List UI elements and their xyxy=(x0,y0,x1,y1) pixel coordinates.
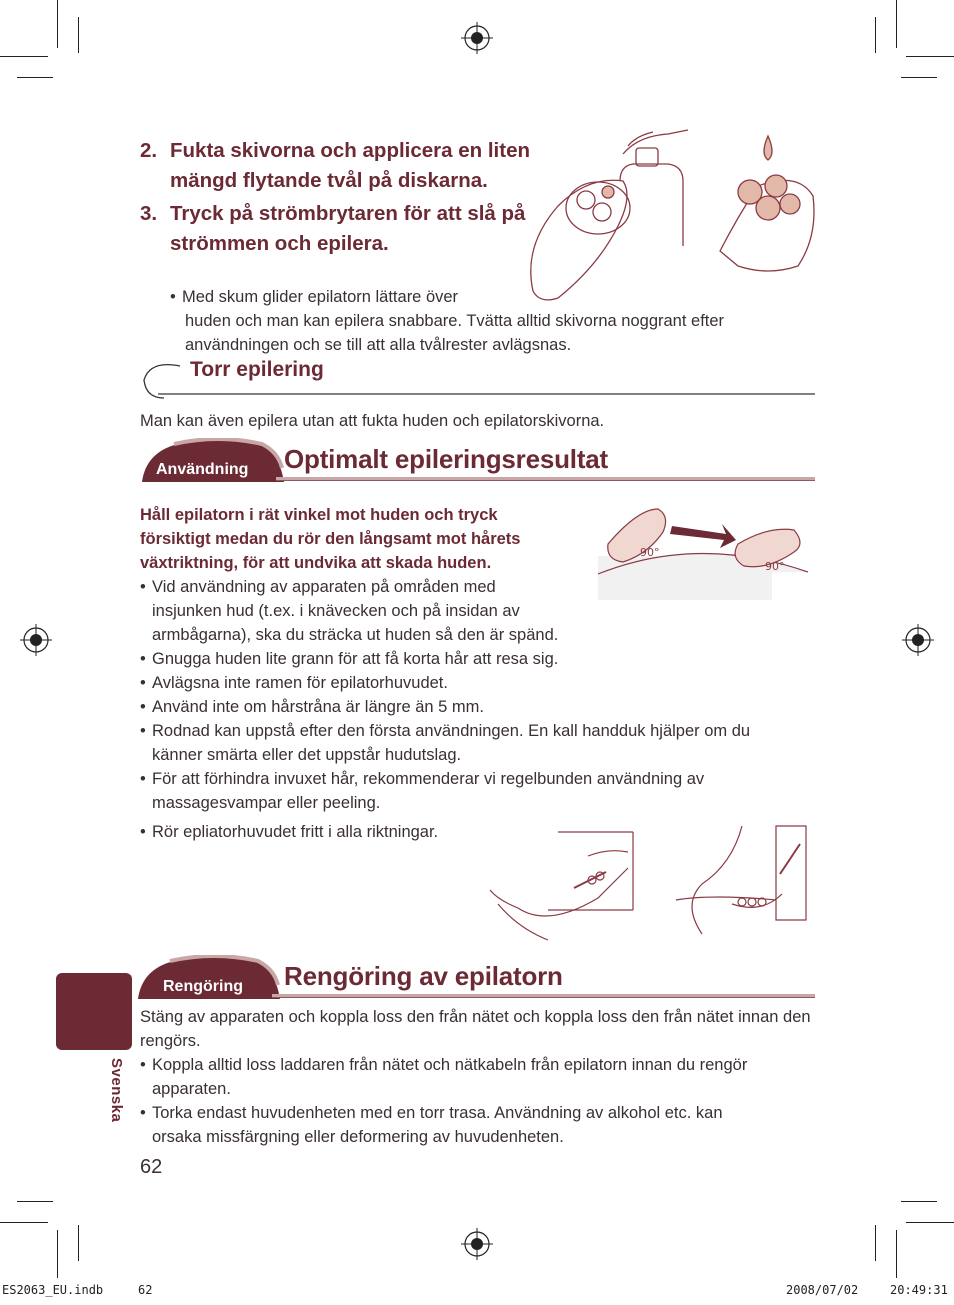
registration-target-icon xyxy=(902,624,934,656)
bullet-text: Avlägsna inte ramen för epilatorhuvudet. xyxy=(152,674,448,692)
angle-label: 90° xyxy=(640,546,660,559)
bullet-icon: • xyxy=(140,1056,146,1074)
bullet-text: För att förhindra invuxet hår, rekommenderar vi regelbunden användning av xyxy=(152,770,705,788)
crop-mark xyxy=(0,56,48,57)
bullet-text: Rodnad kan uppstå efter den första användningen. En kall handduk hjälper om du xyxy=(152,722,751,740)
arm-illustration xyxy=(672,824,810,944)
footer-page: 62 xyxy=(138,1283,153,1297)
bullet-text: Koppla alltid loss laddaren från nätet och nätkabeln från epilatorn innan du rengör xyxy=(152,1056,748,1074)
bullet-icon: • xyxy=(140,674,146,692)
section-tab-label: Rengöring xyxy=(163,978,243,995)
intro-line: växtriktning, för att undvika att skada huden. xyxy=(140,554,492,572)
bullet-icon: • xyxy=(140,650,146,668)
bullet-text: insjunken hud (t.ex. i knävecken och på insidan av xyxy=(152,602,520,620)
step-item xyxy=(140,199,530,258)
bullet-icon: • xyxy=(140,578,146,596)
bullet-icon: • xyxy=(140,698,146,716)
registration-target-icon xyxy=(461,22,493,54)
crop-mark xyxy=(17,1201,53,1202)
bullet-text: armbågarna), ska du sträcka ut huden så den är spänd. xyxy=(152,626,559,644)
crop-mark xyxy=(57,1230,58,1278)
crop-mark xyxy=(0,1222,48,1223)
section-rule xyxy=(276,477,815,481)
bullet-icon: • xyxy=(140,722,146,740)
section-title: Optimalt epileringsresultat xyxy=(284,444,609,474)
crop-mark xyxy=(57,0,58,48)
bullet-text: känner smärta eller det uppstår hudutslag. xyxy=(152,746,462,764)
bullet-text: apparaten. xyxy=(152,1080,231,1098)
dry-text: Man kan även epilera utan att fukta huden och epilatorskivorna. xyxy=(140,412,605,430)
step-item xyxy=(140,136,530,195)
list-item xyxy=(140,647,815,671)
footer-date: 2008/07/02 xyxy=(786,1283,859,1297)
crop-mark xyxy=(896,1230,897,1278)
bullet-icon: • xyxy=(140,823,146,841)
list-item xyxy=(140,719,815,767)
list-item xyxy=(140,695,815,719)
bullet-icon: • xyxy=(140,1104,146,1122)
bullet-text: Med skum glider epilatorn lättare över xyxy=(182,288,459,306)
crop-mark xyxy=(906,56,954,57)
step-number: 3. xyxy=(140,202,158,225)
list-item xyxy=(140,671,815,695)
intro-line: Håll epilatorn i rät vinkel mot huden och tryck xyxy=(140,506,498,524)
epilator-soap-illustration xyxy=(528,126,818,302)
bullet-text: Rör epliatorhuvudet fritt i alla riktningar. xyxy=(152,823,439,841)
dry-title: Torr epilering xyxy=(190,358,324,381)
section-title: Rengöring av epilatorn xyxy=(284,961,563,991)
language-side-tab xyxy=(56,973,132,1050)
footer-time: 20:49:31 xyxy=(890,1283,948,1297)
cleaning-intro: Stäng av apparaten och koppla loss den från nätet och koppla loss den från nätet innan den rengörs. xyxy=(140,1008,811,1050)
step-text: Tryck på strömbrytaren för att slå på strömmen och epilera. xyxy=(170,202,526,255)
registration-target-icon xyxy=(461,1228,493,1260)
crop-mark xyxy=(901,77,937,78)
crop-mark xyxy=(875,1225,876,1261)
bullet-text: Vid användning av apparaten på områden med xyxy=(152,578,496,596)
cleaning-content xyxy=(140,1005,815,1149)
footer-file: ES2063_EU.indb xyxy=(2,1283,104,1297)
crop-mark xyxy=(17,77,53,78)
steps-list xyxy=(140,136,530,262)
step-number: 2. xyxy=(140,139,158,162)
bullet-text: orsaka missfärgning eller deformering av huvudenheten. xyxy=(152,1128,564,1146)
bullet-text: huden och man kan epilera snabbare. Tvätta alltid skivorna noggrant efter xyxy=(185,312,725,330)
page-number: 62 xyxy=(140,1156,163,1178)
angle-illustration xyxy=(598,504,808,600)
registration-target-icon xyxy=(20,624,52,656)
section-tab-label: Användning xyxy=(156,461,249,478)
bullet-icon: • xyxy=(140,770,146,788)
bullet-text: Använd inte om hårstråna är längre än 5 mm. xyxy=(152,698,485,716)
crop-mark xyxy=(901,1201,937,1202)
angle-label: 90° xyxy=(765,560,785,573)
bullet-text: Torka endast huvudenheten med en torr trasa. Användning av alkohol etc. kan xyxy=(152,1104,723,1122)
crop-mark xyxy=(896,0,897,48)
crop-mark xyxy=(78,17,79,53)
bullet-text: massagesvampar eller peeling. xyxy=(152,794,381,812)
intro-line: försiktigt medan du rör den långsamt mot hårets xyxy=(140,530,521,548)
optimal-intro xyxy=(140,503,600,575)
bullet-icon: • xyxy=(170,288,176,306)
list-item xyxy=(140,1053,815,1101)
crop-mark xyxy=(906,1222,954,1223)
language-label: Svenska xyxy=(108,1058,125,1123)
bullet-text: Gnugga huden lite grann för att få korta hår att resa sig. xyxy=(152,650,559,668)
step-text: Fukta skivorna och applicera en liten mängd flytande tvål på diskarna. xyxy=(170,139,531,192)
leg-illustration xyxy=(488,828,636,944)
section-rule xyxy=(272,994,815,998)
list-item xyxy=(140,767,815,815)
list-item xyxy=(140,1101,815,1149)
crop-mark xyxy=(875,17,876,53)
crop-mark xyxy=(78,1225,79,1261)
optimal-bullets xyxy=(140,575,815,844)
bullet-text: användningen och se till att alla tvålrester avlägsnas. xyxy=(185,336,572,354)
